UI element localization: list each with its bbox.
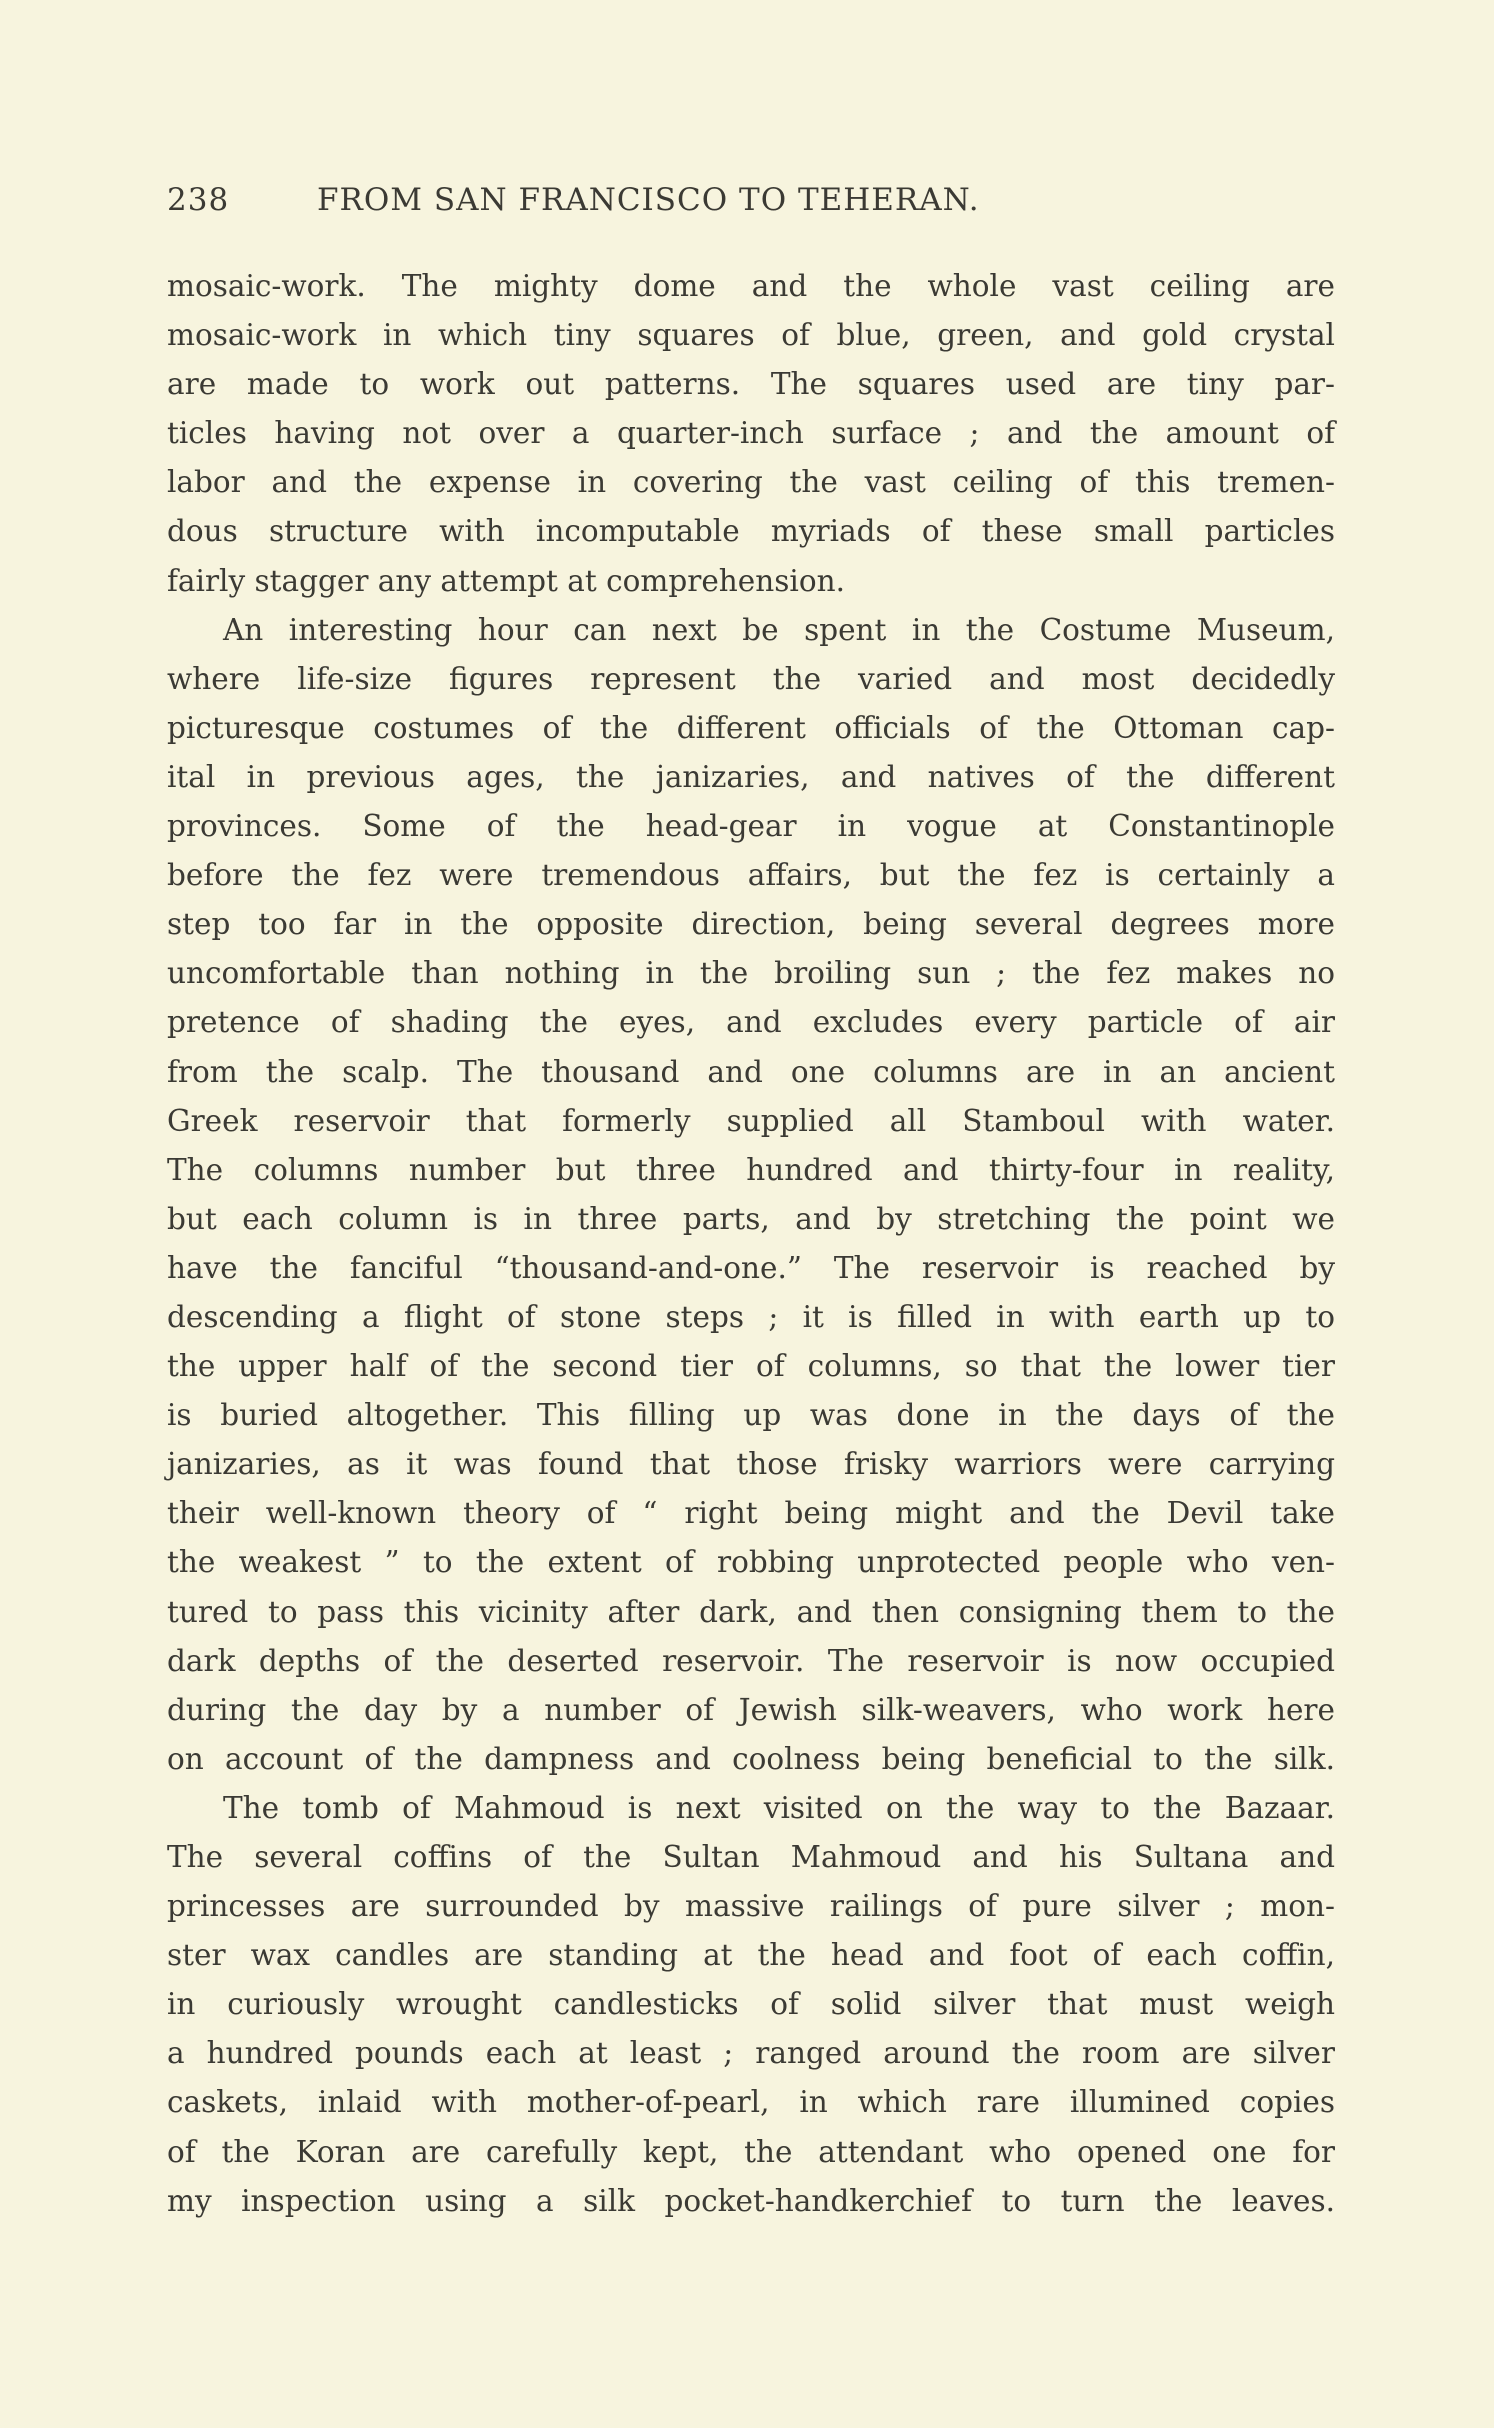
text-line: the weakest ” to the extent of robbing unprotected people who ven- xyxy=(167,1545,1335,1580)
text-line: provinces. Some of the head-gear in vogue at Constantinople xyxy=(167,809,1335,844)
text-line: uncomfortable than nothing in the broiling sun ; the fez makes no xyxy=(167,956,1335,991)
text-line: pretence of shading the eyes, and excludes every particle of air xyxy=(167,1005,1335,1040)
text-line: mosaic-work in which tiny squares of blue, green, and gold crystal xyxy=(167,318,1335,353)
text-line: is buried altogether. This filling up was done in the days of the xyxy=(167,1398,1335,1433)
text-line: Greek reservoir that formerly supplied all Stamboul with water. xyxy=(167,1103,1335,1138)
text-line: fairly stagger any attempt at comprehension. xyxy=(167,563,845,598)
text-line: descending a flight of stone steps ; it is filled in with earth up to xyxy=(167,1299,1335,1334)
text-line: ster wax candles are standing at the head and foot of each coffin, xyxy=(167,1938,1335,1973)
text-line: their well-known theory of “ right being might and the Devil take xyxy=(167,1496,1335,1531)
text-line: picturesque costumes of the different officials of the Ottoman cap- xyxy=(167,710,1335,745)
text-line: are made to work out patterns. The squares used are tiny par- xyxy=(167,367,1335,402)
text-line: caskets, inlaid with mother-of-pearl, in which rare illumined copies xyxy=(167,2085,1335,2120)
text-line: tured to pass this vicinity after dark, and then consigning them to the xyxy=(167,1594,1335,1629)
page-number: 238 xyxy=(167,182,230,218)
page-body-text xyxy=(167,262,1335,2226)
text-line: a hundred pounds each at least ; ranged around the room are silver xyxy=(167,2036,1335,2071)
text-line: labor and the expense in covering the vast ceiling of this tremen- xyxy=(167,465,1335,500)
text-line: princesses are surrounded by massive railings of pure silver ; mon- xyxy=(167,1889,1335,1924)
text-line: of the Koran are carefully kept, the attendant who opened one for xyxy=(167,2134,1335,2169)
text-line: my inspection using a silk pocket-handkerchief to turn the leaves. xyxy=(167,2183,1335,2218)
text-line: The tomb of Mahmoud is next visited on the way to the Bazaar. xyxy=(223,1790,1335,1825)
text-line: The columns number but three hundred and thirty-four in reality, xyxy=(167,1152,1335,1187)
text-line: An interesting hour can next be spent in the Costume Museum, xyxy=(223,612,1335,647)
text-line: the upper half of the second tier of columns, so that the lower tier xyxy=(167,1349,1335,1384)
text-line: ticles having not over a quarter-inch surface ; and the amount of xyxy=(167,416,1335,451)
text-line: step too far in the opposite direction, being several degrees more xyxy=(167,907,1335,942)
text-line: on account of the dampness and coolness being beneficial to the silk. xyxy=(167,1741,1335,1776)
running-title: FROM SAN FRANCISCO TO TEHERAN. xyxy=(317,182,980,218)
text-line: have the fanciful “thousand-and-one.” The reservoir is reached by xyxy=(167,1250,1335,1285)
text-line: but each column is in three parts, and by stretching the point we xyxy=(167,1201,1335,1236)
text-line: during the day by a number of Jewish silk-weavers, who work here xyxy=(167,1692,1335,1727)
text-line: from the scalp. The thousand and one columns are in an ancient xyxy=(167,1054,1335,1089)
text-line: before the fez were tremendous affairs, but the fez is certainly a xyxy=(167,858,1335,893)
text-line: dark depths of the deserted reservoir. The reservoir is now occupied xyxy=(167,1643,1335,1678)
text-line: ital in previous ages, the janizaries, and natives of the different xyxy=(167,759,1335,794)
text-line: The several coffins of the Sultan Mahmoud and his Sultana and xyxy=(167,1840,1335,1874)
text-line: dous structure with incomputable myriads of these small particles xyxy=(167,514,1335,549)
text-line: in curiously wrought candlesticks of solid silver that must weigh xyxy=(167,1987,1335,2022)
text-line: janizaries, as it was found that those frisky warriors were carrying xyxy=(167,1447,1335,1482)
running-header xyxy=(167,182,1167,226)
text-line: where life-size figures represent the varied and most decidedly xyxy=(167,661,1335,696)
text-line: mosaic-work. The mighty dome and the whole vast ceiling are xyxy=(167,269,1335,303)
